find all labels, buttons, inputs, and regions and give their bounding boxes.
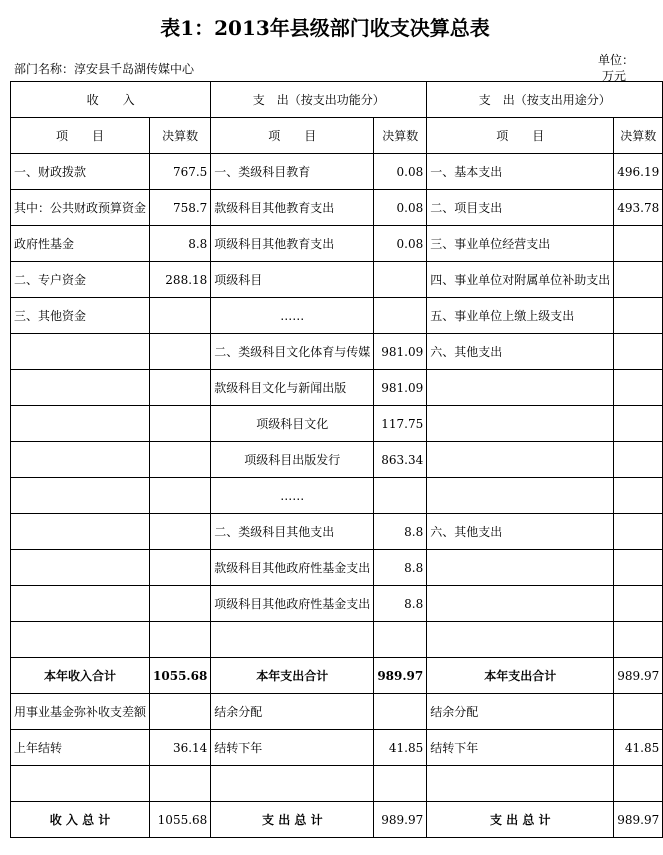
use-item <box>427 370 614 406</box>
income-subtotal-amount: 1055.68 <box>150 658 211 694</box>
table-row <box>11 442 663 478</box>
function-item <box>211 622 374 658</box>
function-item: 结余分配 <box>211 694 374 730</box>
income-item: 其中：公共财政预算资金 <box>11 190 150 226</box>
function-amount <box>374 262 427 298</box>
income-item: 一、财政拨款 <box>11 154 150 190</box>
use-total-amount: 989.97 <box>614 802 663 838</box>
function-amount: 981.09 <box>374 334 427 370</box>
function-item: 项级科目其他政府性基金支出 <box>211 586 374 622</box>
function-amount <box>374 478 427 514</box>
function-total-label: 支 出 总 计 <box>211 802 374 838</box>
table-row <box>11 226 663 262</box>
use-item: 四、事业单位对附属单位补助支出 <box>427 262 614 298</box>
table-row <box>11 334 663 370</box>
income-item <box>11 586 150 622</box>
table-row <box>11 298 663 334</box>
income-amount <box>150 406 211 442</box>
table-row <box>11 262 663 298</box>
amount-header: 决算数 <box>614 118 663 154</box>
table-row <box>11 478 663 514</box>
grand-total-row <box>11 802 663 838</box>
function-amount: 0.08 <box>374 190 427 226</box>
table-row <box>11 622 663 658</box>
use-item: 二、项目支出 <box>427 190 614 226</box>
header-row-columns <box>11 118 663 154</box>
income-amount <box>150 766 211 802</box>
income-item <box>11 514 150 550</box>
income-total-amount: 1055.68 <box>150 802 211 838</box>
function-amount: 8.8 <box>374 514 427 550</box>
function-amount: 8.8 <box>374 586 427 622</box>
use-item <box>427 766 614 802</box>
function-amount: 863.34 <box>374 442 427 478</box>
function-subtotal-amount: 989.97 <box>374 658 427 694</box>
use-item <box>427 550 614 586</box>
income-item <box>11 334 150 370</box>
amount-header: 决算数 <box>150 118 211 154</box>
use-amount <box>614 334 663 370</box>
function-amount: 0.08 <box>374 226 427 262</box>
use-item: 六、其他支出 <box>427 334 614 370</box>
item-header: 项 目 <box>211 118 374 154</box>
income-item <box>11 550 150 586</box>
income-amount <box>150 478 211 514</box>
function-item: 款级科目其他教育支出 <box>211 190 374 226</box>
function-amount <box>374 766 427 802</box>
use-amount <box>614 226 663 262</box>
header-row-groups <box>11 82 663 118</box>
summary-table <box>10 81 663 838</box>
expenditure-by-use-header: 支 出（按支出用途分） <box>427 82 663 118</box>
function-amount: 981.09 <box>374 370 427 406</box>
income-item: 上年结转 <box>11 730 150 766</box>
use-amount <box>614 694 663 730</box>
income-item: 政府性基金 <box>11 226 150 262</box>
use-amount <box>614 550 663 586</box>
unit-value: 万元 <box>602 69 627 83</box>
income-amount: 758.7 <box>150 190 211 226</box>
income-item <box>11 442 150 478</box>
use-amount <box>614 514 663 550</box>
function-item: …… <box>211 298 374 334</box>
function-amount: 41.85 <box>374 730 427 766</box>
table-row <box>11 694 663 730</box>
function-amount <box>374 622 427 658</box>
use-amount <box>614 442 663 478</box>
use-item <box>427 586 614 622</box>
use-amount: 493.78 <box>614 190 663 226</box>
income-amount <box>150 550 211 586</box>
use-amount <box>614 406 663 442</box>
income-amount: 767.5 <box>150 154 211 190</box>
income-amount: 288.18 <box>150 262 211 298</box>
income-amount <box>150 370 211 406</box>
income-item: 用事业基金弥补收支差额 <box>11 694 150 730</box>
table-row <box>11 730 663 766</box>
income-item <box>11 370 150 406</box>
item-header: 项 目 <box>427 118 614 154</box>
use-amount <box>614 478 663 514</box>
department-label: 部门名称：淳安县千岛湖传媒中心 <box>14 62 195 76</box>
function-amount <box>374 694 427 730</box>
use-amount <box>614 622 663 658</box>
income-amount: 36.14 <box>150 730 211 766</box>
income-amount <box>150 298 211 334</box>
use-subtotal-label: 本年支出合计 <box>427 658 614 694</box>
income-amount <box>150 442 211 478</box>
function-item: 项级科目其他教育支出 <box>211 226 374 262</box>
table-row <box>11 154 663 190</box>
use-amount <box>614 586 663 622</box>
function-amount <box>374 298 427 334</box>
use-amount: 496.19 <box>614 154 663 190</box>
income-amount <box>150 334 211 370</box>
page-title: 表1：2013年县级部门收支决算总表 <box>160 16 490 40</box>
income-item <box>11 622 150 658</box>
use-item: 一、基本支出 <box>427 154 614 190</box>
function-amount: 117.75 <box>374 406 427 442</box>
function-item: …… <box>211 478 374 514</box>
use-item: 结转下年 <box>427 730 614 766</box>
function-amount: 0.08 <box>374 154 427 190</box>
function-item: 二、类级科目文化体育与传媒 <box>211 334 374 370</box>
use-amount <box>614 262 663 298</box>
table-row <box>11 406 663 442</box>
income-amount <box>150 586 211 622</box>
use-item: 三、事业单位经营支出 <box>427 226 614 262</box>
use-amount <box>614 298 663 334</box>
use-item <box>427 478 614 514</box>
income-total-label: 收 入 总 计 <box>11 802 150 838</box>
income-item: 二、专户资金 <box>11 262 150 298</box>
use-item: 五、事业单位上缴上级支出 <box>427 298 614 334</box>
use-amount <box>614 766 663 802</box>
function-item: 款级科目文化与新闻出版 <box>211 370 374 406</box>
income-subtotal-label: 本年收入合计 <box>11 658 150 694</box>
function-item: 项级科目 <box>211 262 374 298</box>
table-row <box>11 586 663 622</box>
table-row <box>11 370 663 406</box>
function-item: 款级科目其他政府性基金支出 <box>211 550 374 586</box>
income-header: 收 入 <box>11 82 211 118</box>
function-item <box>211 766 374 802</box>
function-amount: 8.8 <box>374 550 427 586</box>
function-item: 结转下年 <box>211 730 374 766</box>
function-item: 项级科目文化 <box>211 406 374 442</box>
function-item: 二、类级科目其他支出 <box>211 514 374 550</box>
table-row <box>11 190 663 226</box>
subtotal-row <box>11 658 663 694</box>
income-item <box>11 766 150 802</box>
income-amount <box>150 694 211 730</box>
item-header: 项 目 <box>11 118 150 154</box>
use-amount <box>614 370 663 406</box>
use-item <box>427 622 614 658</box>
use-amount: 41.85 <box>614 730 663 766</box>
use-subtotal-amount: 989.97 <box>614 658 663 694</box>
unit-label: 单位： <box>598 53 635 67</box>
use-item <box>427 442 614 478</box>
income-item: 三、其他资金 <box>11 298 150 334</box>
amount-header: 决算数 <box>374 118 427 154</box>
income-amount <box>150 514 211 550</box>
income-amount <box>150 622 211 658</box>
table-row <box>11 514 663 550</box>
expenditure-by-function-header: 支 出（按支出功能分） <box>211 82 427 118</box>
use-item: 六、其他支出 <box>427 514 614 550</box>
table-row <box>11 766 663 802</box>
function-item: 项级科目出版发行 <box>211 442 374 478</box>
use-total-label: 支 出 总 计 <box>427 802 614 838</box>
use-item: 结余分配 <box>427 694 614 730</box>
function-subtotal-label: 本年支出合计 <box>211 658 374 694</box>
income-amount: 8.8 <box>150 226 211 262</box>
function-item: 一、类级科目教育 <box>211 154 374 190</box>
use-item <box>427 406 614 442</box>
table-row <box>11 550 663 586</box>
income-item <box>11 478 150 514</box>
income-item <box>11 406 150 442</box>
function-total-amount: 989.97 <box>374 802 427 838</box>
